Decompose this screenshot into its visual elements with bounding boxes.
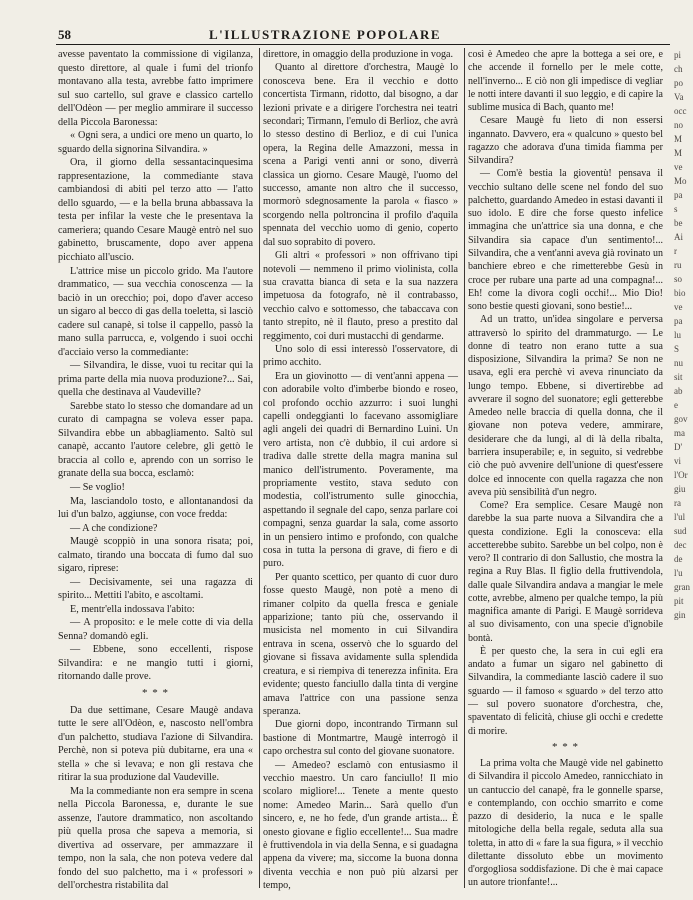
edge-fragment: ra: [674, 498, 681, 508]
paragraph: — Silvandira, le disse, vuoi tu recitar qui la prima parte della mia nuova produzione?... Sai, quella che destinava al Vaudeville?: [58, 360, 253, 399]
edge-fragment: e: [674, 400, 678, 410]
edge-fragment: pa: [674, 316, 683, 326]
paragraph: Per quanto scettico, per quanto di cuor duro fosse questo Maugè, non potè a meno di rimaner colpito da quella fresca e geniale apparizione; tanto più che, osservando il musicista nel momento in cui Silvandira entrava in scena, osservò che lo sguardo del giovane si fissava avidamente sulla splendida creatura, e si riempiva di tenerezza infinita. Era evidente; questo fanciullo dalla tinta di vergine amava l'attrice con una passione senza speranza.: [263, 571, 458, 717]
paragraph: La prima volta che Maugè vide nel gabinetto di Silvandira il piccolo Amedeo, rannicchiato in un cantuccio del canapè, fra le gonnelle sparse, e contemplando, con occhio smarrito e come pazzo di desiderio, la nuca e le spalle mitologiche della bella regale, seduta alla sua toletta, in atto di « fare la sua figura, » il vecchio dilettante dissoluto ebbe un movimento d'orgogliosa soddisfazione. Di che è mai capace un autore trionfante!...: [468, 758, 663, 889]
text-column-1: [58, 48, 253, 893]
edge-fragment: M: [674, 134, 683, 144]
paragraph: « Ogni sera, a undici ore meno un quarto, lo sguardo della signorina Silvandira. »: [58, 130, 253, 155]
section-break: * * *: [142, 686, 169, 699]
edge-fragment: no: [674, 120, 683, 130]
edge-fragment: lu: [674, 330, 682, 340]
edge-fragment: s: [674, 204, 678, 214]
section-break: * * *: [552, 740, 579, 753]
page-header: [0, 0, 693, 42]
edge-fragment: D': [674, 442, 683, 452]
column-divider: [259, 48, 260, 888]
edge-fragment: sit: [674, 372, 683, 382]
paragraph: Era un giovinotto — di vent'anni appena — con adorabile volto d'imberbe biondo e roseo, col profondo occhio azzurro: i suoi lunghi capelli ondeggianti lo facevano assomigliare agli angeli dei quadri di Bernardino Luini. Un vero artista, non c'è dubbio, il cui ardore si tradiva dalle strette della magra manina sul manico dell'istrumento. Poveramente, ma propriamente vestito, stava seduto con modestia, coll'istrumento sulle ginocchia, aspettando il segnale del capo, senza parlare coi compagni, senza guardar la sala, come assorto in un pensiero intimo e profondo, con qualche cosa in tutta la persona di grave, di fiero e di puro.: [263, 370, 458, 570]
paragraph: Sarebbe stato lo stesso che domandare ad un curato di campagna se voleva esser papa. Silvandira ebbe un abbagliamento. Saltò sul canapè, accanto l'autore celebre, gli gettò le braccia al collo e, aprendo con un sorriso le granate della sua bocca, esclamò:: [58, 400, 253, 480]
edge-fragment: bio: [674, 288, 686, 298]
paragraph: — Decisivamente, sei una ragazza di spirito... Mettiti l'abito, e ascoltami.: [58, 576, 253, 602]
edge-fragment: nu: [674, 358, 683, 368]
edge-fragment: ve: [674, 302, 683, 312]
paragraph: E, mentr'ella indossava l'abito:: [70, 603, 195, 615]
edge-fragment: sud: [674, 526, 687, 536]
paragraph: — Amedeo? esclamò con entusiasmo il vecchio maestro. Un caro fanciullo! Il mio scolaro migliore!... Tenete a mente questo nome: Amedeo Marin... Sarà quello d'un sincero, e, ne ho fede, d'un grande artista... È onesto giovane e figlio eccellente!... Sua madre è fruttivendola in via della Senna, e si guadagna appena da vivere; ma, siccome la buona donna diventa vecchia e non può più alzarsi per tempo,: [263, 759, 458, 892]
edge-fragment: M: [674, 148, 683, 158]
edge-fragment: dec: [674, 540, 687, 550]
text-column-2: [263, 48, 458, 893]
paragraph: — Com'è bestia la gioventù! pensava il vecchio sultano delle scene nel fondo del suo palchetto, guardando Amedeo in estasi davanti il suo idolo. E dire che forse questo infelice immagina che un'attrice sia una donna, e che Silvandira sia capace d'un sentimento!... Silvandira, che a vent'anni aveva già rovinato un banchiere ebreo e che rimetterebbe Gesù in croce per rubare una parte ad una compagna!... Eh! come la divora cogli occhi!... Mio Dio! sono bestie questi giovani, sono bestie!...: [468, 168, 663, 313]
edge-fragment: so: [674, 274, 683, 284]
edge-fragment: l'u: [674, 568, 683, 578]
edge-fragment: pa: [674, 190, 683, 200]
edge-fragment: pi: [674, 50, 682, 60]
paragraph: Ma, lasciandolo tosto, e allontanandosi da lui d'un balzo, aggiunse, con voce fredda:: [58, 495, 253, 521]
edge-fragment: ve: [674, 162, 683, 172]
paragraph: Maugè scoppiò in una sonora risata; poi, calmato, tirando una boccata di fumo dal suo sigaro, riprese:: [58, 536, 253, 575]
edge-fragment: ch: [674, 64, 683, 74]
paragraph: Ma la commediante non era sempre in scena nella Piccola Baronessa, e, durante le sue assenze, l'autore drammatico, non ascoltando più quella prosa che sapeva a memoria, si divertiva ad osservare, per ammazzare il tempo, non la sala, che non poteva vedere dal fondo del suo palchetto, ma i « professori » dell'orchestra ristabilita dal: [58, 785, 253, 892]
paragraph: Ad un tratto, un'idea singolare e perversa attraversò lo spirito del drammaturgo. — Le donne di teatro non erano tutte a sua disposizione, Silvandira la prima? Se non ne usava, egli era perchè vi aveva rinunciato da lungo tempo. Ebbene, si divertirebbe ad avverare il sogno del suonatore; egli getterebbe Amedeo nelle braccia di quella donna, che il giovane non poteva vedere, ammirare, desiderare che da lungi, al di là della ribalta, barriera insuperabile; e, in seguito, si vedrebbe ciò che può avvenire dell'unione di quest'essere dolce ed innocente con quella ragazza che non aveva più sensibilità d'un negro.: [468, 314, 663, 498]
paragraph: — A che condizione?: [70, 522, 158, 534]
paragraph: avesse paventato la commissione di vigilanza, questo direttore, al quale i fumi del trionfo montavano alla testa, avrebbe fatto imprimere sul suo cartello, sul grave e classico cartello dell'Odèon — per meglio ammirare il successo della Piccola Baronessa:: [58, 49, 253, 128]
edge-fragment: be: [674, 218, 683, 228]
paragraph: — Se voglio!: [70, 482, 125, 493]
column-divider: [464, 48, 465, 888]
edge-fragment: Ai: [674, 232, 683, 242]
edge-fragment: pit: [674, 596, 684, 606]
edge-fragment: Va: [674, 92, 684, 102]
page-number: 58: [58, 27, 71, 42]
edge-fragment: l'ul: [674, 512, 686, 522]
paragraph: — A proposito: e le mele cotte di via della Senna? domandò egli.: [58, 617, 253, 642]
edge-fragment: Mo: [674, 176, 687, 186]
edge-fragment: po: [674, 78, 683, 88]
paragraph: — Ebbene, sono eccellenti, rispose Silvandira: e ne mangio tutti i giorni, ritornando dalle prove.: [58, 644, 253, 683]
paragraph: direttore, in omaggio della produzione in voga.: [263, 49, 454, 60]
header-rule: [56, 44, 670, 45]
edge-fragment: vi: [674, 456, 682, 466]
edge-fragment: gin: [674, 610, 686, 620]
edge-fragment: S: [674, 344, 680, 354]
paragraph: L'attrice mise un piccolo grido. Ma l'autore drammatico, — sua vecchia conoscenza — la baciò in un orecchio; poi, dopo d'aver acceso un sigaro al becco di gas della toeletta, si lasciò cadere sul canapè, si tolse il cappello, passò la mano sulla parrucca, e, volgendo i suoi occhi d'acciaio verso la commediante:: [58, 265, 253, 358]
text-column-3: [468, 48, 663, 890]
paragraph: Ora, il giorno della sessantacinquesima rappresentazione, la commediante stava cambiandosi di abiti pel terzo atto — l'atto dello sguardo, — e la bella bruna abbassava la testa per infilar la veste che le presentava la cameriera; quando Cesare Maugè entrò nel suo gabinetto, bruscamente, dopo aver appena picchiato all'uscio.: [58, 157, 253, 263]
edge-fragment: l'Or: [674, 470, 688, 480]
edge-fragment: giu: [674, 484, 686, 494]
edge-fragment: r: [674, 246, 677, 256]
paragraph: così è Amedeo che apre la bottega a sei ore, e che accende il fornello per le mele cotte, nell'inverno... E ciò non gli impedisce di vegliar le notti intere davanti il suo leggio, e di capire la sublime musica di Bach, quanto me!: [468, 49, 663, 114]
edge-fragment: de: [674, 554, 683, 564]
paragraph: È per questo che, la sera in cui egli era andato a fumar un sigaro nel gabinetto di Silvandira, la commediante lasciò cadere il suo sguardo — il famoso « sguardo » del terzo atto — sul povero suonatore d'orchestra, che, spaventato di felicità, chiuse gli occhi e credette di morire.: [468, 645, 663, 737]
paragraph: Due giorni dopo, incontrando Tirmann sul bastione di Montmartre, Maugè interrogò il capo orchestra sul conto del giovane suonatore.: [263, 719, 458, 758]
edge-fragment: gran: [674, 582, 690, 592]
adjacent-page-edge: [674, 48, 693, 888]
paragraph: Uno solo di essi interessò l'osservatore, di primo acchito.: [263, 343, 458, 369]
paragraph: Quanto al direttore d'orchestra, Maugè lo conosceva bene. Era il vecchio e dotto concertista Tirmann, ridotto, dal bisogno, a dar lezioni private e a dirigere l'orchestra nei teatri secondari; Tirmann, l'emulo di Berlioz, che avrà lo stesso destino di Berlioz, e di cui l'unica opera, la Regina delle Amazzoni, messa in scena a Parigi venti anni or sono, diverrà classica un giorno. Cesare Maugè, l'uomo del successo, amante non altro che il successo, mormorò sdegnosamente la parola « fiasco » scorgendo nella poltroncina il profilo d'aquila spennata del vecchio uomo di genio, coperto dal suo soprabito di povero.: [263, 62, 458, 248]
edge-fragment: ru: [674, 260, 682, 270]
paragraph: Gli altri « professori » non offrivano tipi notevoli — nemmeno il primo violinista, colla sua cravatta bianca di seta e la sua nazzera impetuosa da fotografo, nè il contrabasso, vecchio calvo e sottomesso, che tabaccava con tanto strepito, nè il flauto, preso a prestito dal reggimento, coi duri mustacchi di gendarme.: [263, 250, 458, 342]
edge-fragment: ab: [674, 386, 683, 396]
paragraph: Cesare Maugè fu lieto di non essersi ingannato. Davvero, era « qualcuno » questo bel ragazzo che adorava d'una timida fiamma per Silvandira?: [468, 115, 663, 167]
paragraph: Da due settimane, Cesare Maugè andava tutte le sere all'Odèon, e, nascosto nell'ombra d'un palchetto, studiava l'azione di Silvandira. Perchè, non si poteva più dubitarne, era una « stella » che si levava; e non gli restava che ritirar la sua produzione dal Vaudeville.: [58, 704, 253, 784]
edge-fragment: occ: [674, 106, 687, 116]
edge-fragment: ma: [674, 428, 685, 438]
paragraph: Come? Era semplice. Cesare Maugè non darebbe la sua parte nuova a Silvandira che a questa condizione. Egli la conosceva: ella accetterebbe subito. Sarebbe un bel colpo, non è vero? Il contrario di don Sallustio, che mostra la regina a Ruy Blas. Il figlio della fruttivendola, dalle quale Silvandira andava a mangiar le mele cotte, avrebbe, almeno per qualche tempo, la più magnifica amante di Parigi. E Maugè sorrideva al suo divisamento, con una specie d'ignobile bontà.: [468, 500, 663, 644]
edge-fragment: gov: [674, 414, 688, 424]
running-title: L'ILLUSTRAZIONE POPOLARE: [208, 27, 442, 42]
